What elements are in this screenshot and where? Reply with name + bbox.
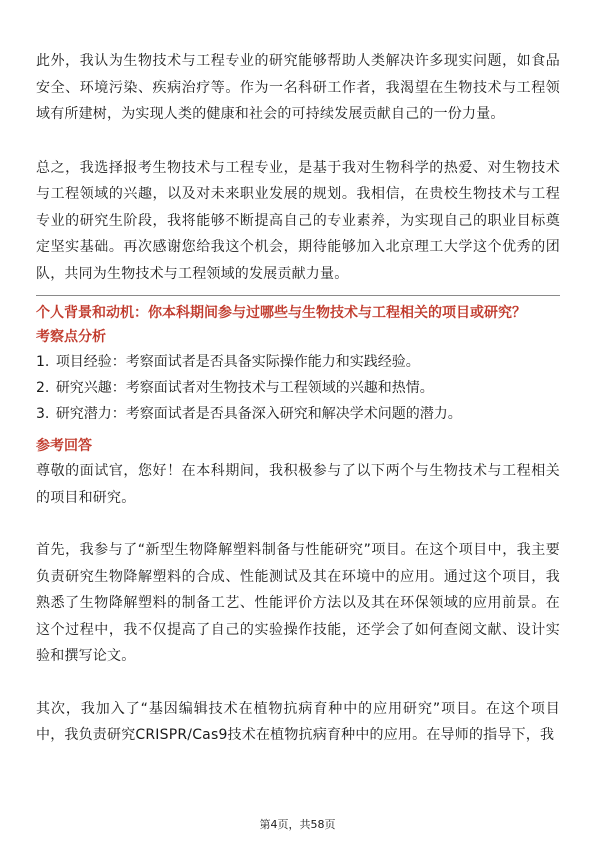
interview-question: 个人背景和动机：你本科期间参与过哪些与生物技术与工程相关的项目或研究？ [36, 305, 526, 321]
list-text: 研究兴趣：考察面试者对生物技术与工程领域的兴趣和热情。 [55, 380, 434, 396]
analysis-heading: 考察点分析 [36, 329, 106, 345]
analysis-item [36, 349, 560, 375]
answer-paragraph: 其次，我加入了“基因编辑技术在植物抗病育种中的应用研究”项目。在这个项目中，我负责研究CRISPR/Cas9技术在植物抗病育种中的应用。在导师的指导下，我 [36, 700, 560, 743]
answer-paragraph: 尊敬的面试官，您好！在本科期间，我积极参与了以下两个与生物技术与工程相关的项目和研究。 [36, 463, 560, 506]
page-number-footer: 第4页，共58页 [259, 818, 336, 831]
analysis-item [36, 401, 560, 427]
list-number: 1. [36, 354, 50, 370]
list-text: 项目经验：考察面试者是否具备实际操作能力和实践经验。 [55, 354, 420, 370]
body-paragraph: 总之，我选择报考生物技术与工程专业，是基于我对生物科学的热爱、对生物技术与工程领域的兴趣，以及对未来职业发展的规划。我相信，在贵校生物技术与工程专业的研究生阶段，我将能够不断提高自己的专业素养，为实现自己的职业目标奠定坚实基础。再次感谢您给我这个机会，期待能够加入北京理工大学这个优秀的团队，共同为生物技术与工程领域的发展贡献力量。 [36, 159, 560, 282]
answer-paragraph: 首先，我参与了“新型生物降解塑料制备与性能研究”项目。在这个项目中，我主要负责研究生物降解塑料的合成、性能测试及其在环境中的应用。通过这个项目，我熟悉了生物降解塑料的制备工艺、性能评价方法以及其在环保领域的应用前景。在这个过程中，我不仅提高了自己的实验操作技能，还学会了如何查阅文献、设计实验和撰写论文。 [36, 542, 560, 664]
body-paragraph: 此外，我认为生物技术与工程专业的研究能够帮助人类解决许多现实问题，如食品安全、环境污染、疾病治疗等。作为一名科研工作者，我渴望在生物技术与工程领域有所建树，为实现人类的健康和社会的可持续发展贡献自己的一份力量。 [36, 53, 560, 122]
answer-heading: 参考回答 [36, 438, 92, 454]
list-text: 研究潜力：考察面试者是否具备深入研究和解决学术问题的潜力。 [55, 406, 462, 422]
list-number: 2. [36, 380, 50, 396]
list-number: 3. [36, 406, 50, 422]
page-content [36, 48, 560, 749]
analysis-item [36, 375, 560, 401]
section-divider [36, 295, 560, 296]
